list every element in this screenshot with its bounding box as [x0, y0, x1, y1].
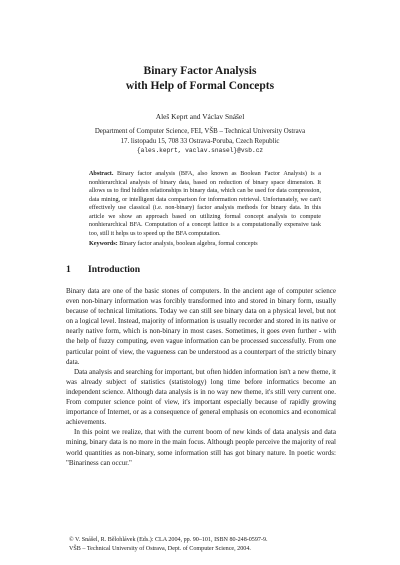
body-paragraph: Binary data are one of the basic stones of computers. In the ancient age of computer science even non-binary information was forcibly transformed into and stored in binary form, usually because of technical limitations. Today we can still see binary data on a physical level, but not on a logical level. Instead, majority of information is usually recorder and stored in its native or nearly native form, which is non-binary in most cases. Sometimes, it goes even further - with the help of fuzzy computing, even vague information can be processed successfully. From one particular point of view, the vagueness can be understood as a counterpart of the strictly binary data. — [66, 287, 336, 366]
section-title: Introduction — [88, 264, 141, 275]
author-list: Aleš Keprt and Václav Snášel — [155, 112, 245, 121]
keywords — [89, 241, 329, 247]
footer-institution: VŠB – Technical University of Ostrava, Dept. of Computer Science, 2004. — [69, 546, 251, 552]
section-heading — [66, 264, 140, 275]
section-number: 1 — [66, 264, 71, 275]
footer-citation: © V. Snášel, R. Bělohlávek (Eds.): CLA 2004, pp. 90–101, ISBN 80-248-0597-9. — [69, 537, 268, 543]
body-paragraph: Data analysis and searching for important, but often hidden information isn't a new theme, it was already subject of statistics (statistology) long time before informatics become an independent science. Although data analysis is in no way new theme, it's still very current one. From computer science point of view, it's important especially because of rapidly growing importance of Internet, or as a consequence of general emphasis on economics and economical achievements. — [66, 367, 336, 427]
affiliation-address: 17. listopadu 15, 708 33 Ostrava-Poruba, Czech Republic — [120, 137, 280, 145]
author-emails: {ales.keprt, vaclav.snasel}@vsb.cz — [136, 147, 264, 155]
paper-title — [0, 64, 400, 94]
keywords-text: Binary factor analysis, boolean algebra, formal concepts — [119, 241, 258, 247]
copyright-footer — [66, 536, 336, 554]
keywords-label: Keywords: — [89, 241, 118, 247]
abstract — [89, 170, 321, 238]
abstract-label: Abstract. — [89, 171, 114, 177]
body-text — [66, 286, 336, 468]
title-line-1: Binary Factor Analysis — [143, 65, 257, 77]
affiliation-department: Department of Computer Science, FEI, VŠB – Technical University Ostrava — [94, 128, 306, 135]
title-line-2: with Help of Formal Concepts — [125, 80, 275, 92]
abstract-text: Binary factor analysis (BFA, also known as Boolean Factor Analysis) is a nonhierarchical analysis of binary data, based on reduction of binary space dimension. It allows us to find hidden relationships in binary data, which can be used for data compression, data mining, or intelligent data comparison for information retrieval. Unfortunately, we can't effectively use classical (i.e. non-binary) factor analysis methods for binary data. In this article we show an approach based on utilizing formal concept analysis to compute nonhierarchical BFA. Computation of a concept lattice is a computationally expensive task too, still it helps us to speed up the BFA computation. — [89, 171, 321, 237]
affiliation-block — [0, 127, 400, 156]
body-paragraph: In this point we realize, that with the current boom of new kinds of data analysis and data mining, binary data is no more in the main focus. Although people perceive the majority of real world quantities as non-binary, some information still has got binary nature. In poetic words: "Binariness can occur." — [66, 428, 336, 467]
